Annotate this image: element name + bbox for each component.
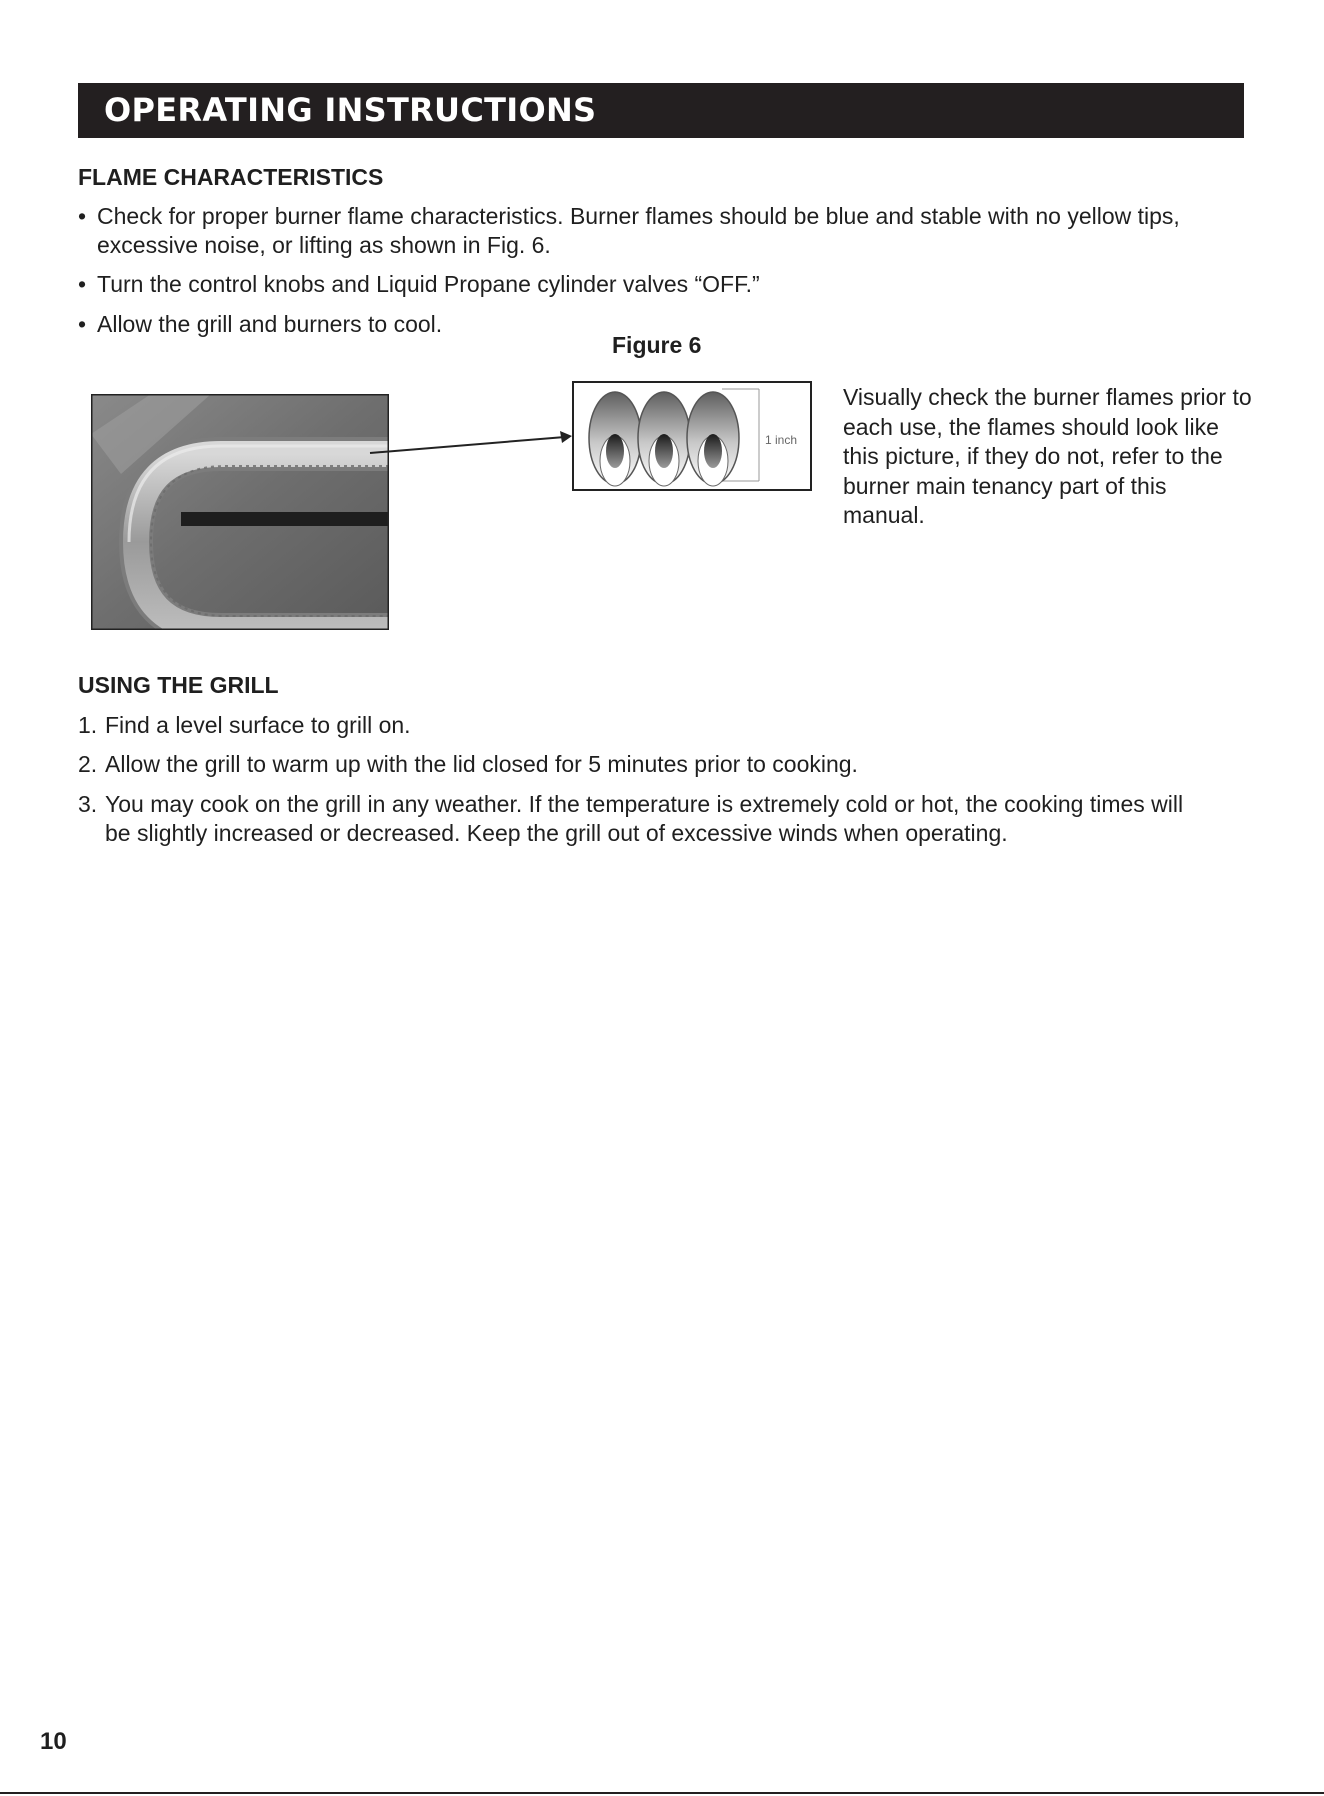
bullet-item: • Turn the control knobs and Liquid Propane cylinder valves “OFF.” (78, 271, 760, 297)
bullet-marker: • (78, 311, 87, 337)
flame-illustration (572, 381, 812, 491)
figure-caption: Figure 6 (612, 332, 702, 358)
list-number: 1. (78, 712, 98, 738)
using-the-grill-heading: USING THE GRILL (78, 672, 279, 698)
callout-arrow (360, 425, 580, 465)
bullet-item: • Check for proper burner flame characteristics. Burner flames should be blue and stable with no yellow tips, excessive noise, or lifting as shown in Fig. 6. (78, 203, 1180, 258)
flame-shape (638, 392, 690, 486)
bullet-marker: • (78, 203, 87, 229)
list-number: 2. (78, 751, 98, 777)
figure-note: Visually check the burner flames prior to each use, the flames should look like this picture, if they do not, refer to the burner main tenancy part of this manual. (843, 384, 1252, 528)
section-header-bar (78, 83, 1244, 138)
list-item: 1. Find a level surface to grill on. (78, 712, 411, 738)
list-number: 3. (78, 791, 98, 817)
list-item: 2. Allow the grill to warm up with the lid closed for 5 minutes prior to cooking. (78, 751, 858, 777)
list-item: 3. You may cook on the grill in any weather. If the temperature is extremely cold or hot, the cooking times will be slightly increased or decreased. Keep the grill out of excessive winds when operating. (78, 791, 1184, 846)
bottom-divider (0, 1792, 1324, 1794)
flame-shape (589, 392, 641, 486)
bullet-item: • Allow the grill and burners to cool. (78, 311, 443, 337)
flame-shape (687, 392, 739, 486)
bullet-marker: • (78, 271, 87, 297)
burner-photo (91, 394, 389, 630)
page-title: OPERATING INSTRUCTIONS (104, 91, 597, 129)
flame-characteristics-heading: FLAME CHARACTERISTICS (78, 164, 384, 190)
scale-label: 1 inch (765, 433, 798, 447)
page-number: 10 (40, 1728, 67, 1755)
